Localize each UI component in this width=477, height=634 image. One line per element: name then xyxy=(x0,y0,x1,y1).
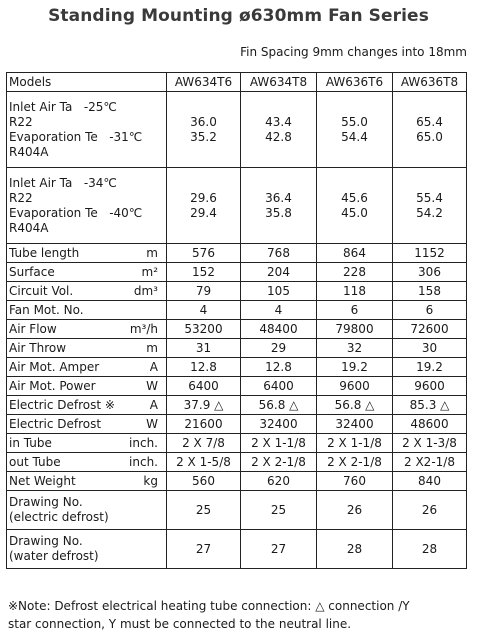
page-title: Standing Mounting ø630mm Fan Series xyxy=(48,6,429,26)
row-label: Tube length xyxy=(9,245,80,260)
cell-r404a: 35.8 xyxy=(265,205,292,220)
row-label: Electric Defrost xyxy=(9,416,102,431)
cell-r22: 55.0 xyxy=(341,114,368,129)
row-label-cell xyxy=(7,453,167,472)
row-label: in Tube xyxy=(9,435,52,450)
table-cell: 72600 xyxy=(393,320,467,339)
table-cell: 27 xyxy=(167,530,241,569)
table-cell: 2 X 1-3/8 xyxy=(393,434,467,453)
row-label: Air Mot. Power xyxy=(9,378,96,393)
row-label-cell xyxy=(7,434,167,453)
row-label-cell xyxy=(7,244,167,263)
row-label-cell xyxy=(7,377,167,396)
cell-r404a: 35.2 xyxy=(190,129,217,144)
footnote-line: ※Note: Defrost electrical heating tube connection: △ connection /Y xyxy=(8,599,410,613)
cell-r404a: 54.4 xyxy=(341,129,368,144)
table-cell: 2 X 1-5/8 xyxy=(167,453,241,472)
table-cell: 228 xyxy=(317,263,393,282)
drawing-sublabel: (water defrost) xyxy=(9,549,99,563)
table-cell: 19.2 xyxy=(393,358,467,377)
table-cell: 1152 xyxy=(393,244,467,263)
table-row xyxy=(7,320,467,339)
table-row xyxy=(7,263,467,282)
table-cell: 2 X 1-1/8 xyxy=(317,434,393,453)
table-cell: 79800 xyxy=(317,320,393,339)
table-cell: 9600 xyxy=(393,377,467,396)
condition-line: R22 xyxy=(9,114,33,129)
cell-r404a: 29.4 xyxy=(190,205,217,220)
row-unit: inch. xyxy=(129,435,158,450)
drawing-label: Drawing No. xyxy=(9,534,83,548)
table-cell: 48400 xyxy=(241,320,317,339)
capacity-row-2 xyxy=(7,168,467,244)
table-cell: 32400 xyxy=(317,415,393,434)
table-row xyxy=(7,244,467,263)
table-cell: 306 xyxy=(393,263,467,282)
condition-line: R404A xyxy=(9,144,49,159)
row-unit: dm³ xyxy=(133,283,158,298)
row-label: Surface xyxy=(9,264,55,279)
table-cell: 29 xyxy=(241,339,317,358)
row-label: Fan Mot. No. xyxy=(9,302,84,317)
cell-r22: 29.6 xyxy=(190,190,217,205)
table-row xyxy=(7,301,467,320)
row-label-cell xyxy=(7,396,167,415)
table-row xyxy=(7,282,467,301)
table-cell: 21600 xyxy=(167,415,241,434)
table-cell: 28 xyxy=(393,530,467,569)
table-cell: 2 X 2-1/8 xyxy=(241,453,317,472)
drawing-sublabel: (electric defrost) xyxy=(9,510,109,524)
header-model-4: AW636T8 xyxy=(393,73,467,92)
row-label-cell xyxy=(7,415,167,434)
table-cell: 2 X2-1/8 xyxy=(393,453,467,472)
row-unit: inch. xyxy=(129,454,158,469)
table-cell: 152 xyxy=(167,263,241,282)
cell-r22: 36.4 xyxy=(265,190,292,205)
table-cell: 840 xyxy=(393,472,467,491)
row-label: out Tube xyxy=(9,454,61,469)
drawing-label: Drawing No. xyxy=(9,495,83,509)
row-label-cell xyxy=(7,358,167,377)
table-header-row xyxy=(7,73,467,92)
footnote-line: star connection, Y must be connected to the neutral line. xyxy=(8,617,352,631)
table-cell: 6400 xyxy=(241,377,317,396)
table-cell: 576 xyxy=(167,244,241,263)
table-row xyxy=(7,434,467,453)
table-cell: 56.8 △ xyxy=(241,396,317,415)
row-label-cell xyxy=(7,301,167,320)
table-cell: 25 xyxy=(167,491,241,530)
table-row xyxy=(7,377,467,396)
header-models: Models xyxy=(7,73,167,92)
table-cell: 79 xyxy=(167,282,241,301)
row-label: Circuit Vol. xyxy=(9,283,74,298)
table-cell: 27 xyxy=(241,530,317,569)
table-cell: 53200 xyxy=(167,320,241,339)
table-cell: 204 xyxy=(241,263,317,282)
table-row xyxy=(7,472,467,491)
table-cell: 25 xyxy=(241,491,317,530)
header-model-1: AW634T6 xyxy=(167,73,241,92)
table-row xyxy=(7,453,467,472)
table-cell: 158 xyxy=(393,282,467,301)
row-unit: A xyxy=(149,397,158,412)
table-cell: 37.9 △ xyxy=(167,396,241,415)
row-label: Air Mot. Amper xyxy=(9,359,100,374)
cell-r22: 36.0 xyxy=(190,114,217,129)
capacity-condition-1 xyxy=(7,92,167,168)
table-cell: 12.8 xyxy=(241,358,317,377)
row-label-cell xyxy=(7,472,167,491)
capacity-condition-2 xyxy=(7,168,167,244)
condition-line: Inlet Air Ta -34℃ xyxy=(9,175,117,190)
cell-r404a: 54.2 xyxy=(416,205,443,220)
table-cell: 26 xyxy=(317,491,393,530)
footnote xyxy=(8,597,468,633)
table-cell: 26 xyxy=(393,491,467,530)
table-cell: 30 xyxy=(393,339,467,358)
row-label-cell xyxy=(7,320,167,339)
capacity-row-1 xyxy=(7,92,467,168)
drawing-water-row xyxy=(7,530,467,569)
table-cell: 864 xyxy=(317,244,393,263)
row-label: Air Flow xyxy=(9,321,57,336)
table-cell: 2 X 2-1/8 xyxy=(317,453,393,472)
cell-r404a: 45.0 xyxy=(341,205,368,220)
row-label: Air Throw xyxy=(9,340,67,355)
table-cell: 19.2 xyxy=(317,358,393,377)
table-cell: 32400 xyxy=(241,415,317,434)
table-cell: 760 xyxy=(317,472,393,491)
spec-table xyxy=(6,72,467,569)
row-unit: W xyxy=(146,416,158,431)
table-cell: 48600 xyxy=(393,415,467,434)
table-row xyxy=(7,339,467,358)
row-unit: W xyxy=(146,378,158,393)
cell-r22: 65.4 xyxy=(416,114,443,129)
table-cell: 768 xyxy=(241,244,317,263)
table-cell: 85.3 △ xyxy=(393,396,467,415)
condition-line: R22 xyxy=(9,190,33,205)
table-cell: 12.8 xyxy=(167,358,241,377)
row-unit: kg xyxy=(143,473,158,488)
cell-r22: 45.6 xyxy=(341,190,368,205)
table-cell: 560 xyxy=(167,472,241,491)
table-cell: 32 xyxy=(317,339,393,358)
table-row xyxy=(7,396,467,415)
subtitle: Fin Spacing 9mm changes into 18mm xyxy=(240,45,467,59)
table-cell: 6 xyxy=(393,301,467,320)
table-cell: 31 xyxy=(167,339,241,358)
row-unit: m³/h xyxy=(129,321,158,336)
condition-line: Evaporation Te -31℃ xyxy=(9,129,143,144)
condition-line: Evaporation Te -40℃ xyxy=(9,205,143,220)
header-model-3: AW636T6 xyxy=(317,73,393,92)
table-row xyxy=(7,415,467,434)
row-label: Electric Defrost ※ xyxy=(9,397,115,412)
row-unit: m xyxy=(146,340,158,355)
condition-line: R404A xyxy=(9,220,49,235)
table-cell: 118 xyxy=(317,282,393,301)
table-cell: 620 xyxy=(241,472,317,491)
table-cell: 28 xyxy=(317,530,393,569)
table-cell: 2 X 1-1/8 xyxy=(241,434,317,453)
cell-r404a: 42.8 xyxy=(265,129,292,144)
row-unit: m² xyxy=(141,264,158,279)
table-cell: 56.8 △ xyxy=(317,396,393,415)
condition-line: Inlet Air Ta -25℃ xyxy=(9,99,117,114)
table-row xyxy=(7,358,467,377)
row-label-cell xyxy=(7,282,167,301)
table-cell: 4 xyxy=(241,301,317,320)
table-cell: 105 xyxy=(241,282,317,301)
row-unit xyxy=(158,303,164,318)
row-unit: m xyxy=(146,245,158,260)
cell-r22: 55.4 xyxy=(416,190,443,205)
row-unit: A xyxy=(149,359,158,374)
cell-r22: 43.4 xyxy=(265,114,292,129)
row-label-cell xyxy=(7,263,167,282)
row-label: Net Weight xyxy=(9,473,76,488)
table-cell: 2 X 7/8 xyxy=(167,434,241,453)
table-cell: 9600 xyxy=(317,377,393,396)
header-model-2: AW634T8 xyxy=(241,73,317,92)
table-cell: 4 xyxy=(167,301,241,320)
row-label-cell xyxy=(7,339,167,358)
table-cell: 6400 xyxy=(167,377,241,396)
table-cell: 6 xyxy=(317,301,393,320)
drawing-electric-row xyxy=(7,491,467,530)
cell-r404a: 65.0 xyxy=(416,129,443,144)
